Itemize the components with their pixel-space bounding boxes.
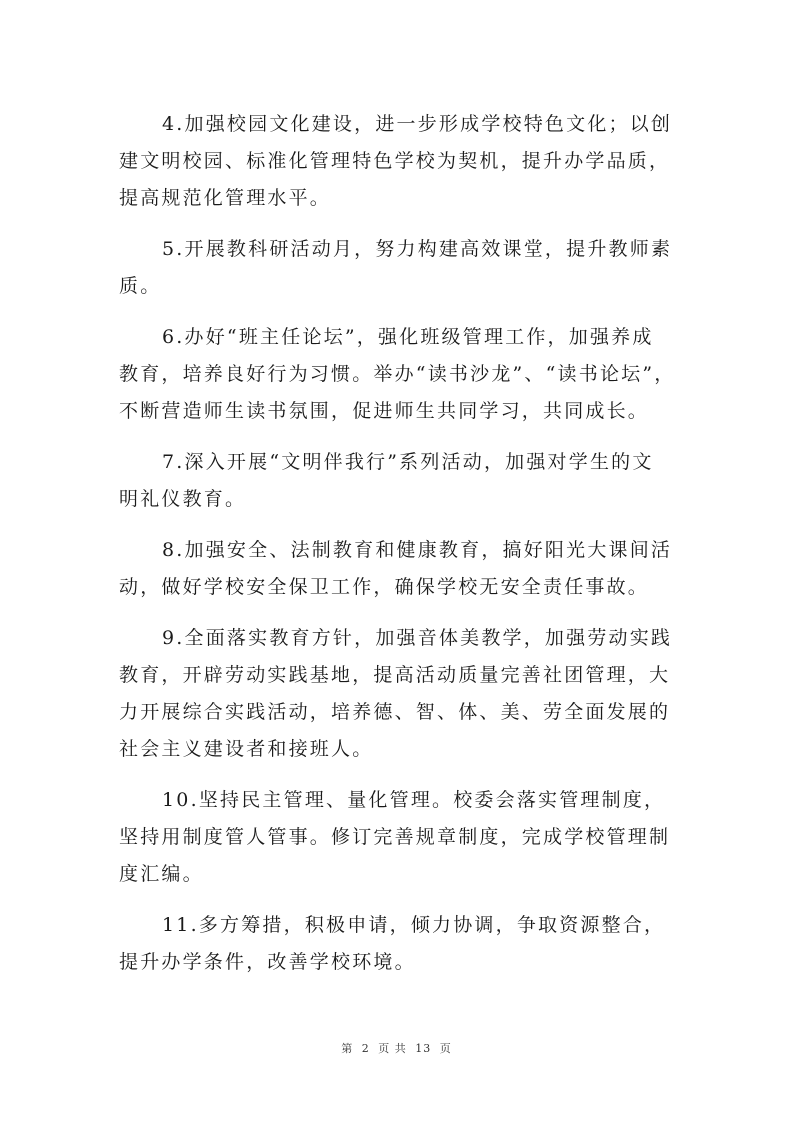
document-body xyxy=(119,106,679,995)
paragraph-item-6 xyxy=(119,319,679,430)
paragraph-item-7 xyxy=(119,444,679,518)
paragraph-line: 明礼仪教育。 xyxy=(119,488,247,510)
paragraph-line: 5.开展教科研活动月，努力构建高效课堂，提升教师素 xyxy=(162,238,673,260)
footer-prefix: 第 xyxy=(341,1042,354,1055)
paragraph-line: 10.坚持民主管理、量化管理。校委会落实管理制度， xyxy=(162,789,666,811)
paragraph-line: 教育，培养良好行为习惯。举办“读书沙龙”、“读书论坛”， xyxy=(119,363,676,385)
paragraph-item-8 xyxy=(119,532,679,606)
paragraph-line: 教育，开辟劳动实践基地，提高活动质量完善社团管理，大 xyxy=(119,664,671,686)
paragraph-line: 9.全面落实教育方针，加强音体美教学，加强劳动实践 xyxy=(162,627,673,649)
paragraph-line: 4.加强校园文化建设，进一步形成学校特色文化；以创 xyxy=(162,113,673,135)
paragraph-line: 建文明校园、标准化管理特色学校为契机，提升办学品质， xyxy=(119,150,671,172)
footer-page-number: 2 xyxy=(361,1042,370,1055)
paragraph-line: 质。 xyxy=(119,275,162,297)
paragraph-line: 度汇编。 xyxy=(119,863,204,885)
paragraph-line: 提升办学条件，改善学校环境。 xyxy=(119,951,416,973)
paragraph-item-9 xyxy=(119,620,679,768)
paragraph-line: 动，做好学校安全保卫工作，确保学校无安全责任事故。 xyxy=(119,576,650,598)
paragraph-line: 社会主义建设者和接班人。 xyxy=(119,738,374,760)
paragraph-line: 7.深入开展“文明伴我行”系列活动，加强对学生的文 xyxy=(162,451,654,473)
paragraph-item-4 xyxy=(119,106,679,217)
paragraph-line: 力开展综合实践活动，培养德、智、体、美、劳全面发展的 xyxy=(119,701,671,723)
footer-total-pages: 13 xyxy=(415,1042,432,1055)
paragraph-line: 坚持用制度管人管事。修订完善规章制度，完成学校管理制 xyxy=(119,826,671,848)
paragraph-line: 提高规范化管理水平。 xyxy=(119,187,332,209)
paragraph-item-11 xyxy=(119,907,679,981)
paragraph-line: 11.多方筹措，积极申请，倾力协调，争取资源整合， xyxy=(162,914,666,936)
page-footer xyxy=(0,1040,793,1056)
footer-middle: 页 共 xyxy=(378,1042,407,1055)
footer-suffix: 页 xyxy=(439,1042,452,1055)
paragraph-item-5 xyxy=(119,231,679,305)
paragraph-line: 不断营造师生读书氛围，促进师生共同学习，共同成长。 xyxy=(119,400,650,422)
paragraph-line: 8.加强安全、法制教育和健康教育，搞好阳光大课间活 xyxy=(162,539,673,561)
paragraph-item-10 xyxy=(119,782,679,893)
paragraph-line: 6.办好“班主任论坛”，强化班级管理工作，加强养成 xyxy=(162,326,654,348)
